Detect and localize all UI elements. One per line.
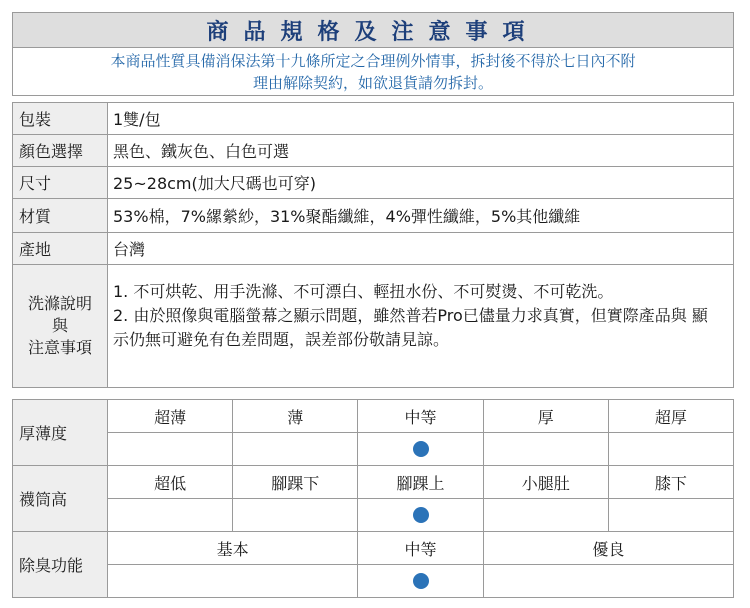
notice-line-1: 本商品性質具備消保法第十九條所定之合理例外情事，拆封後不得於七日內不附 — [110, 51, 636, 70]
rating-marks — [108, 432, 733, 465]
rating-row-thickness — [13, 400, 733, 465]
rating-row-deodorant — [13, 531, 733, 597]
rating-option: 超低 — [154, 473, 187, 493]
selected-dot-icon — [413, 441, 429, 457]
rating-option: 超薄 — [154, 407, 187, 427]
rating-table — [12, 399, 734, 598]
rating-option: 超厚 — [608, 400, 733, 432]
return-notice — [12, 48, 734, 96]
spec-row-care — [13, 264, 733, 387]
care-label-line-3: 注意事項 — [27, 338, 92, 357]
rating-option: 優良 — [483, 532, 733, 564]
spec-label: 顏色選擇 — [13, 135, 108, 166]
rating-option: 基本 — [216, 539, 249, 559]
rating-option: 腳踝上 — [357, 466, 482, 498]
spec-row-package — [13, 103, 733, 134]
spec-value: 53%棉，7%縲縈紗，31%聚酯纖維，4%彈性纖維，5%其他纖維 — [113, 207, 581, 226]
rating-label: 除臭功能 — [13, 532, 108, 597]
spec-label: 包裝 — [13, 103, 108, 134]
spec-value: 台灣 — [113, 240, 146, 259]
spec-value: 黑色、鐵灰色、白色可選 — [113, 142, 290, 161]
rating-option: 中等 — [357, 400, 482, 432]
spec-sheet — [12, 12, 734, 598]
rating-option: 薄 — [232, 400, 357, 432]
page-title: 商品規格及注意事項 — [12, 12, 734, 48]
rating-option: 厚 — [483, 400, 608, 432]
spec-value: 1雙/包 — [113, 110, 161, 129]
rating-label: 厚薄度 — [13, 400, 108, 465]
spec-row-material — [13, 198, 733, 232]
rating-row-height — [13, 465, 733, 531]
spec-value: 25~28cm(加大尺碼也可穿) — [113, 174, 316, 193]
rating-marks — [108, 564, 733, 597]
care-text — [108, 265, 733, 387]
selected-dot-icon — [413, 507, 429, 523]
spec-label: 尺寸 — [13, 167, 108, 198]
rating-label: 襪筒高 — [13, 466, 108, 531]
spec-row-origin — [13, 232, 733, 264]
care-item-1: 1. 不可烘乾、用手洗滌、不可漂白、輕扭水份、不可熨燙、不可乾洗。 — [113, 282, 614, 301]
rating-option: 中等 — [357, 532, 483, 564]
rating-marks — [108, 498, 733, 531]
spec-row-size — [13, 166, 733, 198]
care-label — [13, 265, 108, 387]
spec-row-color — [13, 134, 733, 166]
spec-label: 產地 — [13, 233, 108, 264]
care-item-2: 2. 由於照像與電腦螢幕之顯示問題，雖然普若Pro已儘量力求真實，但實際產品與 顯示仍無可避免有色差問題，誤差部份敬請見諒。 — [113, 306, 708, 349]
spec-label: 材質 — [13, 199, 108, 232]
rating-option: 腳踝下 — [232, 466, 357, 498]
rating-option: 膝下 — [608, 466, 733, 498]
notice-line-2: 理由解除契約，如欲退貨請勿拆封。 — [252, 73, 493, 92]
selected-dot-icon — [413, 573, 429, 589]
spec-table — [12, 102, 734, 388]
care-label-line-2: 與 — [51, 316, 68, 335]
rating-option: 小腿肚 — [483, 466, 608, 498]
care-label-line-1: 洗滌說明 — [27, 294, 92, 313]
